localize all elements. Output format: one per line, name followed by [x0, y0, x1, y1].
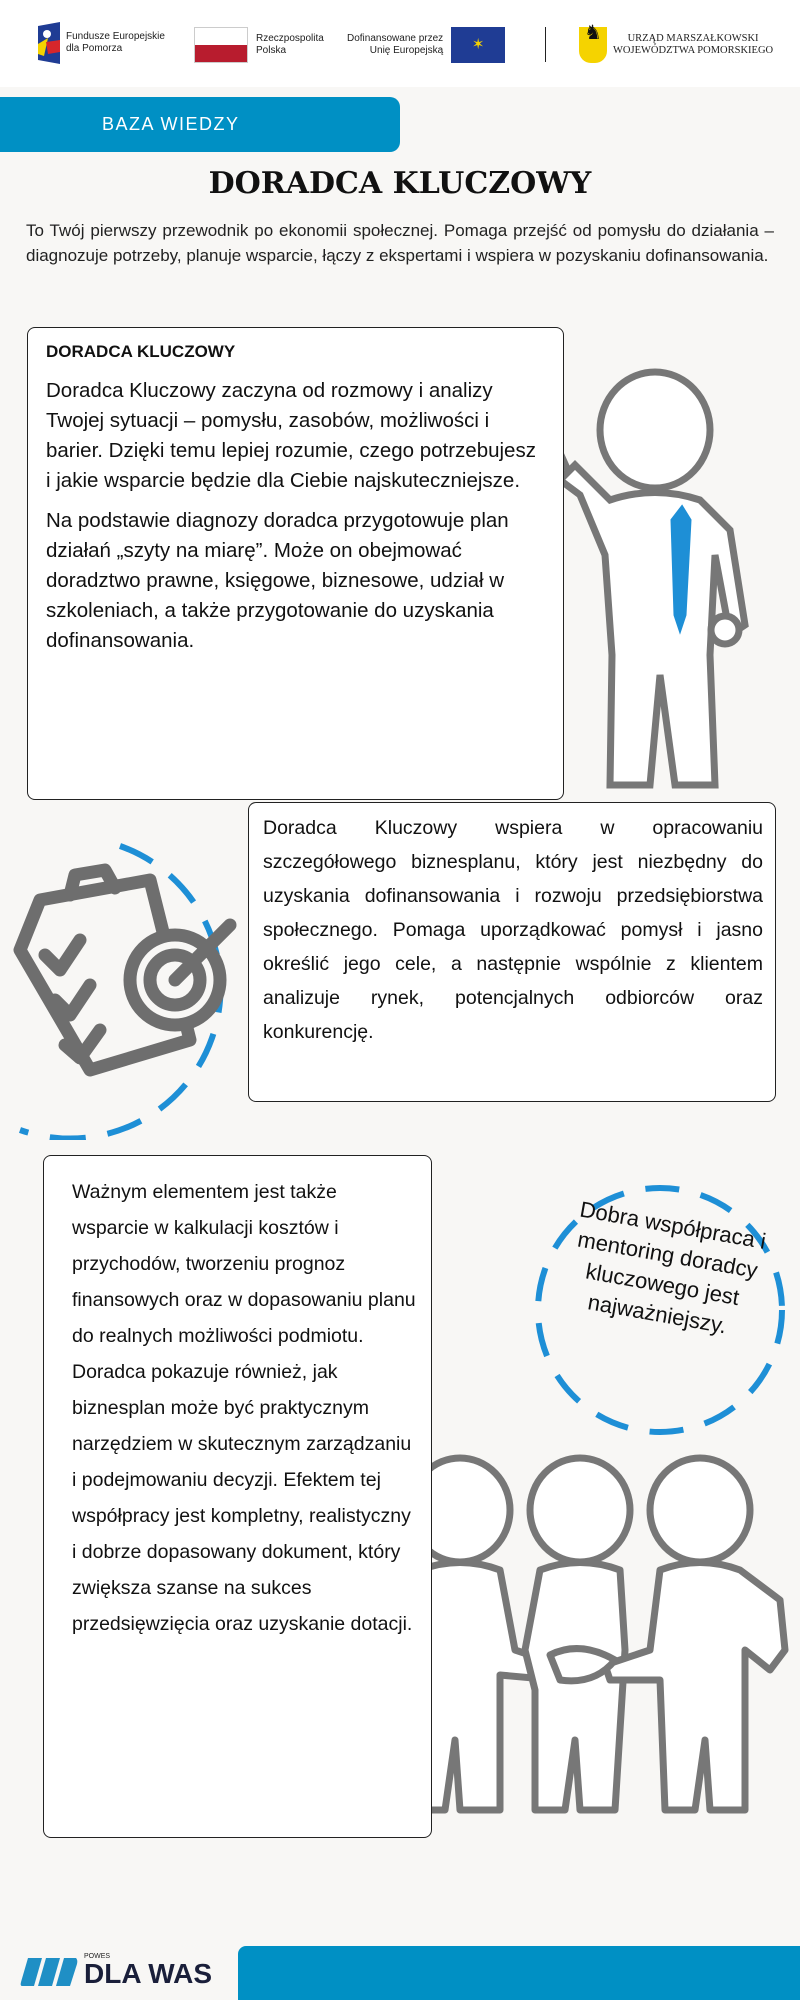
- fe-flag-icon: [36, 22, 62, 64]
- logo-text: Dofinansowane przez: [347, 33, 444, 44]
- eu-flag-icon: ✶: [451, 27, 505, 63]
- logo-text: Polska: [256, 45, 287, 56]
- logo-rzeczpospolita: [194, 27, 324, 63]
- divider: [545, 27, 546, 62]
- baza-wiedzy-tab[interactable]: BAZA WIEDZY: [0, 97, 400, 152]
- griffin-crest-icon: ♞: [579, 27, 607, 63]
- logo-small-text: POWES: [84, 1953, 111, 1960]
- info-card-diagnosis: [27, 327, 564, 800]
- header-logos: [0, 0, 800, 87]
- logo-text: dla Pomorza: [66, 43, 123, 54]
- info-card-financial-support: Ważnym elementem jest także wsparcie w kalkulacji kosztów i przychodów, tworzeniu prognoz finansowych oraz w dopasowaniu planu do realnych możliwości podmiotu. Doradca pokazuje również, jak biznesplan może być praktycznym narzędziem w skutecznym zarządzaniu i podejmowaniu decyzji. Efektem tej współpracy jest kompletny, realistyczny i dobrze dopasowany dokument, który zwiększa szanse na sukces przedsięwzięcia oraz uzyskanie dotacji.: [43, 1155, 432, 1838]
- logo-urzad-marszalkowski: [579, 22, 774, 63]
- info-card-business-plan: Doradca Kluczowy wspiera w opracowaniu szczegółowego biznesplanu, który jest niezbędny do uzyskania dofinansowania i rozwoju przedsiębiorstwa społecznego. Pomaga uporządkować pomysł i jasno określić jego cele, a następnie wspólnie z klientem analizuje rynek, potencjalnych odbiorców oraz konkurencję.: [248, 802, 776, 1102]
- logo-text: WOJEWÓDZTWA POMORSKIEGO: [613, 45, 774, 56]
- intro-text: To Twój pierwszy przewodnik po ekonomii społecznej. Pomaga przejść od pomysłu do działania – diagnozuje potrzeby, planuje wsparcie, łączy z ekspertami i wspiera w pozyskaniu dofinansowania.: [26, 221, 774, 265]
- card-paragraph: Na podstawie diagnozy doradca przygotowuje plan działań „szyty na miarę”. Może on obejmować doradztwo prawne, księgowe, biznesowe, udział w szkoleniach, a także przygotowanie do uzyskania dofinansowania.: [46, 509, 509, 652]
- powes-dla-was-logo: [20, 1953, 212, 1988]
- logo-ue: [347, 27, 505, 63]
- logo-text: Rzeczpospolita: [256, 33, 324, 44]
- logo-text: URZĄD MARSZAŁKOWSKI: [627, 33, 759, 44]
- logo-text: DLA WAS: [84, 1958, 213, 1989]
- logo-text: Fundusze Europejskie: [66, 31, 165, 42]
- logo-text: Unię Europejską: [369, 45, 444, 56]
- quote-text: Dobra współpraca i mentoring doradcy kluczowego jest najważniejszy.: [575, 1196, 768, 1339]
- teamwork-figures-illustration: [385, 1450, 800, 1820]
- footer-bar: [238, 1946, 800, 2000]
- page-title: DORADCA KLUCZOWY: [208, 166, 592, 201]
- clipboard-target-icon: [0, 840, 255, 1140]
- poland-flag-icon: [194, 27, 248, 63]
- powes-logo-icon: [20, 1956, 78, 1988]
- card-heading: DORADCA KLUCZOWY: [46, 342, 236, 361]
- card-paragraph: Doradca Kluczowy zaczyna od rozmowy i analizy Twojej sytuacji – pomysłu, zasobów, możliwości i barier. Dzięki temu lepiej rozumie, czego potrzebujesz i jakie wsparcie będzie dla Ciebie najskuteczniejsze.: [46, 379, 536, 492]
- logo-fundusze-europejskie: [36, 22, 165, 64]
